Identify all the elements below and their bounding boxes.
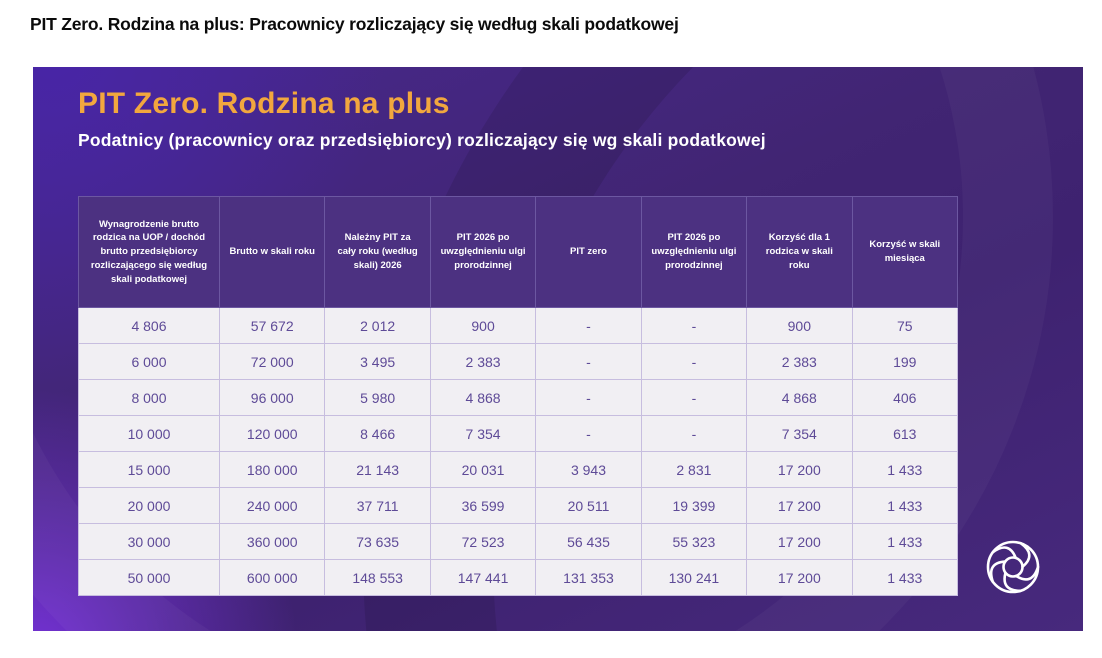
- table-cell: 17 200: [747, 524, 852, 560]
- table-cell: -: [536, 344, 641, 380]
- column-header: PIT 2026 po uwzględnieniu ulgi prorodzinnej: [430, 197, 535, 308]
- table-cell: 72 000: [220, 344, 325, 380]
- table-row: [79, 560, 958, 596]
- table-cell: 3 495: [325, 344, 430, 380]
- table-cell: 1 433: [852, 524, 957, 560]
- column-header: Wynagrodzenie brutto rodzica na UOP / dochód brutto przedsiębiorcy rozliczającego się według skali podatkowej: [79, 197, 220, 308]
- tax-table-container: [78, 196, 958, 596]
- table-cell: 15 000: [79, 452, 220, 488]
- table-cell: 36 599: [430, 488, 535, 524]
- table-cell: 199: [852, 344, 957, 380]
- table-row: [79, 452, 958, 488]
- table-cell: 147 441: [430, 560, 535, 596]
- table-cell: 75: [852, 308, 957, 344]
- table-cell: 2 383: [747, 344, 852, 380]
- column-header: PIT 2026 po uwzględnieniu ulgi prorodzinnej: [641, 197, 746, 308]
- table-cell: 2 831: [641, 452, 746, 488]
- table-cell: 72 523: [430, 524, 535, 560]
- table-cell: 50 000: [79, 560, 220, 596]
- column-header: Należny PIT za cały roku (według skali) 2026: [325, 197, 430, 308]
- table-cell: 120 000: [220, 416, 325, 452]
- column-header: Korzyść w skali miesiąca: [852, 197, 957, 308]
- table-cell: 57 672: [220, 308, 325, 344]
- table-cell: 7 354: [430, 416, 535, 452]
- table-header-row: [79, 197, 958, 308]
- table-row: [79, 380, 958, 416]
- table-cell: 4 868: [430, 380, 535, 416]
- table-cell: 900: [430, 308, 535, 344]
- table-cell: 19 399: [641, 488, 746, 524]
- table-row: [79, 524, 958, 560]
- table-row: [79, 344, 958, 380]
- card-subtitle: Podatnicy (pracownicy oraz przedsiębiorcy) rozliczający się wg skali podatkowej: [78, 130, 766, 150]
- table-cell: 5 980: [325, 380, 430, 416]
- table-cell: 3 943: [536, 452, 641, 488]
- table-cell: 180 000: [220, 452, 325, 488]
- table-cell: 17 200: [747, 452, 852, 488]
- table-cell: 406: [852, 380, 957, 416]
- table-cell: 17 200: [747, 560, 852, 596]
- table-header: [79, 197, 958, 308]
- table-cell: -: [641, 308, 746, 344]
- table-cell: 1 433: [852, 488, 957, 524]
- table-cell: 73 635: [325, 524, 430, 560]
- table-cell: 4 806: [79, 308, 220, 344]
- tax-table: [78, 196, 958, 596]
- table-cell: 240 000: [220, 488, 325, 524]
- page-title: PIT Zero. Rodzina na plus: Pracownicy rozliczający się według skali podatkowej: [30, 14, 679, 34]
- swirl-knot-logo-icon: [983, 537, 1043, 597]
- column-header: PIT zero: [536, 197, 641, 308]
- slide-card: [33, 67, 1083, 631]
- table-row: [79, 416, 958, 452]
- table-body: [79, 308, 958, 596]
- table-cell: 21 143: [325, 452, 430, 488]
- table-cell: 4 868: [747, 380, 852, 416]
- table-cell: 8 000: [79, 380, 220, 416]
- table-cell: 20 511: [536, 488, 641, 524]
- table-cell: 7 354: [747, 416, 852, 452]
- table-cell: 6 000: [79, 344, 220, 380]
- table-cell: 56 435: [536, 524, 641, 560]
- table-cell: -: [641, 380, 746, 416]
- table-cell: 37 711: [325, 488, 430, 524]
- table-cell: -: [536, 416, 641, 452]
- table-cell: 8 466: [325, 416, 430, 452]
- table-cell: 96 000: [220, 380, 325, 416]
- table-cell: 148 553: [325, 560, 430, 596]
- table-cell: -: [641, 416, 746, 452]
- table-cell: 17 200: [747, 488, 852, 524]
- table-cell: 131 353: [536, 560, 641, 596]
- table-cell: 613: [852, 416, 957, 452]
- table-cell: -: [641, 344, 746, 380]
- column-header: Brutto w skali roku: [220, 197, 325, 308]
- table-cell: 1 433: [852, 560, 957, 596]
- table-cell: 2 012: [325, 308, 430, 344]
- table-cell: 2 383: [430, 344, 535, 380]
- table-cell: 360 000: [220, 524, 325, 560]
- table-cell: 130 241: [641, 560, 746, 596]
- table-cell: -: [536, 308, 641, 344]
- table-cell: 20 031: [430, 452, 535, 488]
- table-row: [79, 308, 958, 344]
- table-cell: 600 000: [220, 560, 325, 596]
- table-cell: 10 000: [79, 416, 220, 452]
- table-cell: 1 433: [852, 452, 957, 488]
- card-title: PIT Zero. Rodzina na plus: [78, 87, 450, 120]
- table-cell: 55 323: [641, 524, 746, 560]
- table-cell: 30 000: [79, 524, 220, 560]
- table-row: [79, 488, 958, 524]
- table-cell: 20 000: [79, 488, 220, 524]
- table-cell: -: [536, 380, 641, 416]
- table-cell: 900: [747, 308, 852, 344]
- column-header: Korzyść dla 1 rodzica w skali roku: [747, 197, 852, 308]
